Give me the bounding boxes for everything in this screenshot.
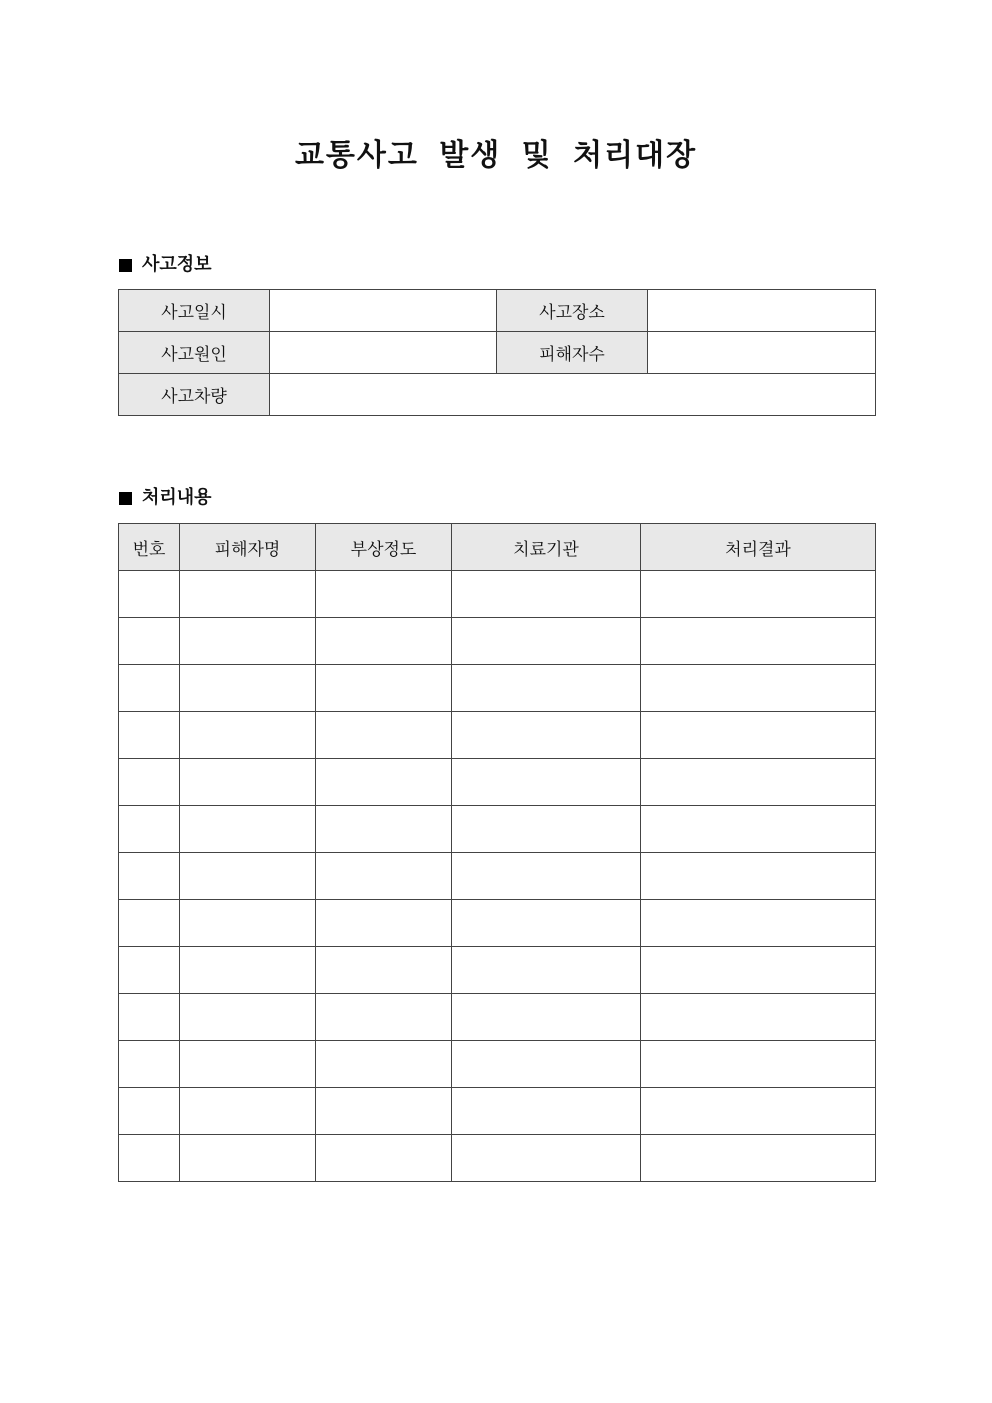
cell-treatment-facility[interactable] xyxy=(452,900,641,947)
cell-result[interactable] xyxy=(641,618,876,665)
cell-victim-name[interactable] xyxy=(180,994,316,1041)
table-row xyxy=(119,1041,876,1088)
cell-number[interactable] xyxy=(119,994,180,1041)
cell-result[interactable] xyxy=(641,571,876,618)
cell-result[interactable] xyxy=(641,994,876,1041)
cell-number[interactable] xyxy=(119,853,180,900)
cell-injury-level[interactable] xyxy=(316,712,452,759)
cell-number[interactable] xyxy=(119,1135,180,1182)
cell-number[interactable] xyxy=(119,571,180,618)
cell-result[interactable] xyxy=(641,806,876,853)
table-row xyxy=(119,947,876,994)
cell-result[interactable] xyxy=(641,1135,876,1182)
cell-injury-level[interactable] xyxy=(316,618,452,665)
cell-number[interactable] xyxy=(119,618,180,665)
section-heading-processing xyxy=(119,486,212,510)
cell-victim-name[interactable] xyxy=(180,947,316,994)
cell-number[interactable] xyxy=(119,1088,180,1135)
square-bullet-icon xyxy=(119,259,132,272)
cell-victim-name[interactable] xyxy=(180,712,316,759)
field-vehicle[interactable] xyxy=(270,374,876,416)
cell-victim-name[interactable] xyxy=(180,1135,316,1182)
cell-treatment-facility[interactable] xyxy=(452,853,641,900)
cell-result[interactable] xyxy=(641,712,876,759)
table-row xyxy=(119,806,876,853)
label-vehicle: 사고차량 xyxy=(119,374,270,416)
table-row xyxy=(119,1088,876,1135)
cell-injury-level[interactable] xyxy=(316,665,452,712)
cell-victim-name[interactable] xyxy=(180,900,316,947)
cell-injury-level[interactable] xyxy=(316,571,452,618)
table-row xyxy=(119,374,876,416)
header-treatment-facility: 치료기관 xyxy=(452,524,641,571)
cell-treatment-facility[interactable] xyxy=(452,1041,641,1088)
cell-injury-level[interactable] xyxy=(316,806,452,853)
cell-injury-level[interactable] xyxy=(316,853,452,900)
label-cause: 사고원인 xyxy=(119,332,270,374)
table-row xyxy=(119,290,876,332)
cell-treatment-facility[interactable] xyxy=(452,665,641,712)
cell-injury-level[interactable] xyxy=(316,947,452,994)
table-row xyxy=(119,332,876,374)
table-row xyxy=(119,712,876,759)
table-row xyxy=(119,994,876,1041)
cell-victim-name[interactable] xyxy=(180,1041,316,1088)
table-row xyxy=(119,900,876,947)
cell-result[interactable] xyxy=(641,853,876,900)
cell-result[interactable] xyxy=(641,759,876,806)
section-heading-label: 사고정보 xyxy=(142,254,212,275)
cell-injury-level[interactable] xyxy=(316,1088,452,1135)
cell-treatment-facility[interactable] xyxy=(452,994,641,1041)
cell-treatment-facility[interactable] xyxy=(452,1135,641,1182)
cell-treatment-facility[interactable] xyxy=(452,1088,641,1135)
cell-victim-name[interactable] xyxy=(180,665,316,712)
cell-victim-name[interactable] xyxy=(180,759,316,806)
section-heading-label: 처리내용 xyxy=(142,487,212,508)
cell-result[interactable] xyxy=(641,1088,876,1135)
cell-injury-level[interactable] xyxy=(316,900,452,947)
document-title: 교통사고 발생 및 처리대장 xyxy=(294,138,698,173)
header-victim-name: 피해자명 xyxy=(180,524,316,571)
square-bullet-icon xyxy=(119,492,132,505)
cell-treatment-facility[interactable] xyxy=(452,806,641,853)
cell-victim-name[interactable] xyxy=(180,853,316,900)
cell-injury-level[interactable] xyxy=(316,994,452,1041)
cell-number[interactable] xyxy=(119,806,180,853)
cell-treatment-facility[interactable] xyxy=(452,947,641,994)
table-row xyxy=(119,665,876,712)
cell-victim-name[interactable] xyxy=(180,1088,316,1135)
header-number: 번호 xyxy=(119,524,180,571)
cell-treatment-facility[interactable] xyxy=(452,618,641,665)
cell-victim-name[interactable] xyxy=(180,806,316,853)
cell-number[interactable] xyxy=(119,759,180,806)
table-header-row xyxy=(119,524,876,571)
header-result: 처리결과 xyxy=(641,524,876,571)
table-row xyxy=(119,1135,876,1182)
table-row xyxy=(119,759,876,806)
accident-info-table xyxy=(118,289,876,416)
label-victims: 피해자수 xyxy=(497,332,648,374)
field-datetime[interactable] xyxy=(270,290,497,332)
cell-injury-level[interactable] xyxy=(316,759,452,806)
cell-result[interactable] xyxy=(641,1041,876,1088)
label-datetime: 사고일시 xyxy=(119,290,270,332)
field-victims[interactable] xyxy=(648,332,876,374)
cell-result[interactable] xyxy=(641,665,876,712)
cell-treatment-facility[interactable] xyxy=(452,759,641,806)
field-cause[interactable] xyxy=(270,332,497,374)
section-heading-accident-info xyxy=(119,253,212,277)
processing-table xyxy=(118,523,876,1182)
header-injury-level: 부상정도 xyxy=(316,524,452,571)
cell-number[interactable] xyxy=(119,1041,180,1088)
processing-table-body xyxy=(119,571,876,1182)
cell-treatment-facility[interactable] xyxy=(452,712,641,759)
cell-victim-name[interactable] xyxy=(180,571,316,618)
table-row xyxy=(119,853,876,900)
cell-result[interactable] xyxy=(641,947,876,994)
table-row xyxy=(119,571,876,618)
field-place[interactable] xyxy=(648,290,876,332)
label-place: 사고장소 xyxy=(497,290,648,332)
cell-result[interactable] xyxy=(641,900,876,947)
cell-number[interactable] xyxy=(119,900,180,947)
table-row xyxy=(119,618,876,665)
cell-injury-level[interactable] xyxy=(316,1135,452,1182)
cell-number[interactable] xyxy=(119,947,180,994)
cell-number[interactable] xyxy=(119,712,180,759)
cell-injury-level[interactable] xyxy=(316,1041,452,1088)
cell-number[interactable] xyxy=(119,665,180,712)
cell-treatment-facility[interactable] xyxy=(452,571,641,618)
cell-victim-name[interactable] xyxy=(180,618,316,665)
